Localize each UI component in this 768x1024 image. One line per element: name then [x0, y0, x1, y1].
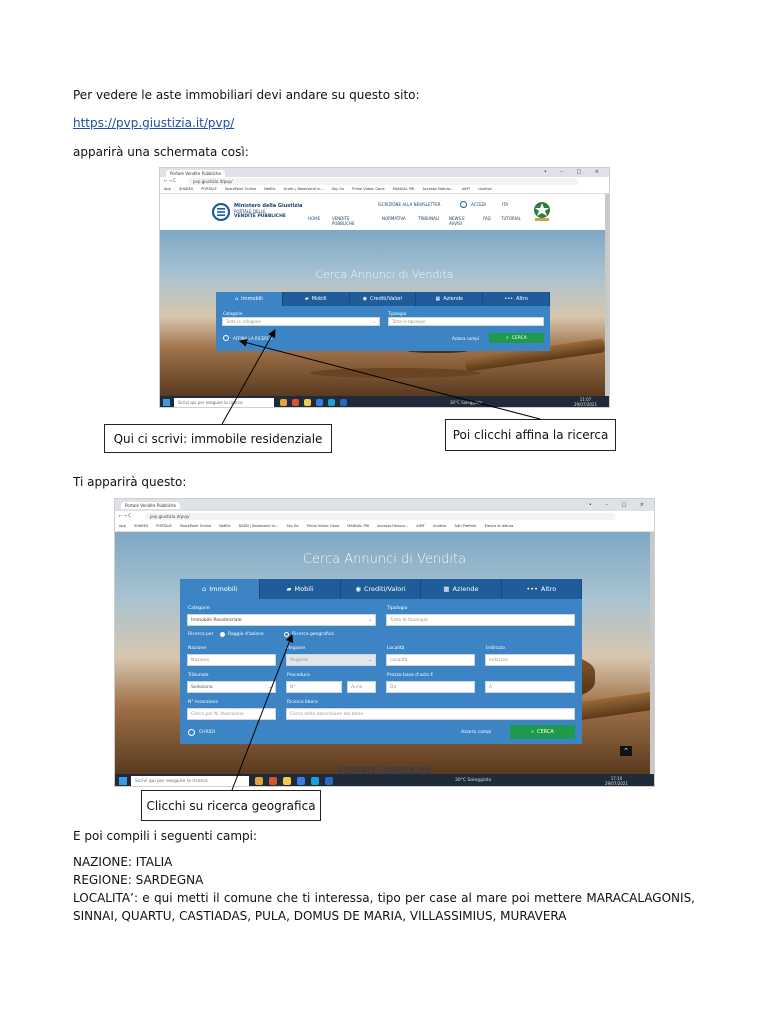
tab-crediti[interactable]: ◉ Crediti/Valori: [341, 579, 421, 599]
azzera-campi-button[interactable]: Azzera campi: [461, 730, 492, 735]
bookmark[interactable]: Sky Go: [286, 524, 299, 528]
regione-label: Regione: [287, 646, 306, 651]
bookmark[interactable]: SHARES: [178, 187, 194, 191]
dots-icon: •••: [504, 296, 514, 302]
categoria-select[interactable]: Immobile Residenziale ⌄: [187, 614, 376, 626]
tab-immobili[interactable]: ⌂ Immobili: [216, 292, 283, 306]
tipologia-label: Tipologia: [388, 311, 407, 316]
bookmark[interactable]: App: [119, 524, 126, 528]
car-icon: ▰: [286, 585, 292, 593]
chiudi-button[interactable]: CHIUDI: [199, 730, 215, 735]
bookmark[interactable]: Accesso Fattura...: [422, 187, 454, 191]
chevron-down-icon: ⌄: [268, 684, 272, 690]
fields-list: [73, 853, 695, 925]
tab-aziende[interactable]: ▦ Aziende: [421, 579, 501, 599]
cerca-button[interactable]: ⌕ CERCA: [510, 725, 575, 739]
ricerca-per-label: Ricerca per: [188, 632, 214, 637]
browser-tab[interactable]: Portale Vendite Pubbliche: [121, 502, 180, 509]
coin-icon: ◉: [355, 585, 361, 593]
tab-altro[interactable]: ••• Altro: [502, 579, 582, 599]
bookmark[interactable]: Accesso Fattura...: [377, 524, 409, 528]
house-icon: ⌂: [234, 296, 239, 302]
tribunale-select[interactable]: Seleziona ⌄: [187, 681, 276, 693]
categoria-label: Categorie: [223, 311, 243, 316]
intro-text: Per vedere le aste immobiliari devi andare su questo sito:: [73, 88, 420, 102]
tribunale-label: Tribunale: [188, 673, 209, 678]
categoria-select[interactable]: Tutte le categorie ⌄: [222, 317, 380, 326]
building-icon: ▦: [443, 585, 450, 593]
bookmark[interactable]: Prime Video: Gene: [352, 187, 385, 191]
geografica-label[interactable]: Ricerca geografica: [292, 632, 334, 637]
arrow-to-categoria: [222, 330, 275, 424]
url-field[interactable]: pvp.giustizia.it/pvp/: [188, 178, 578, 185]
dots-icon: •••: [526, 585, 538, 593]
bookmark[interactable]: AIMT: [416, 524, 425, 528]
bookmark[interactable]: MANUAL PRI: [392, 187, 415, 191]
taskbar-search[interactable]: Scrivi qui per eseguire la ricerca: [174, 398, 274, 407]
bookmark[interactable]: DAZN | Baloeventi in...: [238, 524, 279, 528]
site-portal: PORTALE DELLE: [234, 209, 266, 214]
building-icon: ▦: [435, 296, 441, 302]
tab-mobili[interactable]: ▰ Mobili: [260, 579, 340, 599]
callout-geografica: Clicchi su ricerca geografica: [141, 790, 321, 821]
tab-immobili[interactable]: ⌂ Immobili: [180, 579, 260, 599]
fill-text: E poi compili i seguenti campi:: [73, 829, 258, 843]
nazione-label: Nazione: [188, 646, 207, 651]
ricerca-libera-field[interactable]: Cerca nella descrizione del bene: [286, 708, 575, 720]
portal-link[interactable]: https://pvp.giustizia.it/pvp/: [73, 116, 235, 130]
bookmark[interactable]: SHARES: [133, 524, 149, 528]
bookmark[interactable]: Grafic | Baloeventi in...: [283, 187, 324, 191]
arrow-to-geografica: [232, 635, 292, 790]
below-hero-title: VENDITE PUBBLICHE: [338, 766, 431, 774]
azzera-campi-button[interactable]: Azzera campi: [452, 336, 479, 341]
car-icon: ▰: [304, 296, 309, 302]
nav-arrows-icon[interactable]: ← → C: [164, 178, 177, 183]
localita-field[interactable]: Località: [386, 654, 475, 666]
scroll-top-icon[interactable]: ⌃: [620, 746, 632, 756]
callout-affina: Poi clicchi affina la ricerca: [445, 419, 616, 451]
bookmark[interactable]: PORTALE: [156, 524, 172, 528]
chevron-down-icon: ⌄: [368, 657, 372, 663]
nazione-field[interactable]: Nazione: [187, 654, 276, 666]
arrow-to-affina: [240, 341, 540, 419]
newsletter-link[interactable]: ISCRIZIONE ALLA NEWSLETTER: [378, 202, 441, 207]
bookmark[interactable]: ntuitive: [478, 187, 492, 191]
lang-select[interactable]: ITA: [502, 202, 509, 207]
taskbar-search[interactable]: Scrivi qui per eseguire la ricerca: [131, 776, 249, 786]
prezzo-a[interactable]: A: [485, 681, 575, 693]
chevron-down-icon: ⌄: [372, 319, 376, 324]
weather-widget[interactable]: 30°C Soleggiato: [455, 778, 492, 783]
bookmark[interactable]: Altri Preferiti: [454, 524, 477, 528]
tipologia-label: Tipologia: [387, 606, 408, 611]
nav-tribunali[interactable]: TRIBUNALI: [418, 216, 440, 221]
prezzo-da[interactable]: Da: [386, 681, 475, 693]
nav-tutorial[interactable]: TUTORIAL: [501, 216, 521, 221]
tipologia-select[interactable]: Tutte le tipologie: [386, 614, 575, 626]
bookmark[interactable]: App: [164, 187, 171, 191]
callout-categoria: Qui ci scrivi: immobile residenziale: [104, 424, 332, 453]
bookmark[interactable]: ntuitive: [432, 524, 447, 528]
window-controls[interactable]: • – □ ×: [543, 169, 605, 175]
bookmark[interactable]: SharePoint Online: [224, 187, 257, 191]
bookmark[interactable]: Sky Go: [331, 187, 345, 191]
bookmark[interactable]: Prime Video: Gene: [306, 524, 340, 528]
raggio-label: Raggio d'azione: [228, 632, 264, 637]
site-ministry: Ministero della Giustizia: [234, 203, 303, 209]
categoria-label: Categorie: [188, 606, 210, 611]
bookmark[interactable]: Netflix: [219, 524, 231, 528]
localita-line: LOCALITA’: e qui metti il comune che ti interessa, tipo per case al mare poi mettere MARACALAGONIS, SINNAI, QUARTU, CASTIADAS, PULA, DOMUS DE MARIA, VILLASSIMIUS, MURAVERA: [73, 891, 695, 923]
prezzo-label: Prezzo base d'asta €: [387, 673, 434, 678]
tab-crediti[interactable]: ◉ Crediti/Valori: [350, 292, 417, 306]
nav-arrows-icon[interactable]: ← → C: [119, 513, 132, 518]
bookmark[interactable]: PORTALE: [201, 187, 217, 191]
bookmark[interactable]: MANUAL PRI: [347, 524, 370, 528]
procedura-label: Procedura: [287, 673, 310, 678]
ricerca-libera-label: Ricerca libera: [287, 700, 318, 705]
search-icon: ⌕: [531, 729, 534, 735]
house-icon: ⌂: [202, 585, 207, 593]
regione-line: REGIONE: SARDEGNA: [73, 873, 204, 887]
nav-normativa[interactable]: NORMATIVA: [382, 216, 406, 221]
procedura-numero[interactable]: N°: [286, 681, 342, 693]
site-name: VENDITE PUBBLICHE: [234, 214, 286, 219]
nav-vendite[interactable]: VENDITE PUBBLICHE: [332, 216, 355, 226]
browser-tab[interactable]: Portale Vendite Pubbliche: [166, 170, 225, 177]
search-icon: ⌕: [506, 336, 509, 341]
nav-news[interactable]: NEWS E AVVISI: [449, 216, 465, 226]
hero-title: Cerca Annunci di Vendita: [302, 552, 467, 567]
indirizzo-label: Indirizzo: [486, 646, 505, 651]
nazione-line: NAZIONE: ITALIA: [73, 855, 173, 869]
screen-intro-text: apparirà una schermata così:: [73, 145, 249, 159]
localita-label: Località: [387, 646, 405, 651]
nav-faq[interactable]: FAQ: [483, 216, 491, 221]
tipologia-select[interactable]: Tutte le tipologie: [388, 317, 544, 326]
inserzione-label: N° Inserzione: [188, 700, 219, 705]
coin-icon: ◉: [362, 296, 368, 302]
nav-home[interactable]: HOME: [308, 216, 321, 221]
inserzione-field[interactable]: Cerca per N. Inserzione: [187, 708, 276, 720]
bookmark[interactable]: SharePoint Online: [179, 524, 212, 528]
hero-title: Cerca Annunci di Vendita: [315, 268, 454, 281]
chevron-down-icon: ⌄: [368, 617, 372, 623]
bookmark[interactable]: Netflix: [264, 187, 276, 191]
tab-mobili[interactable]: ▰ Mobili: [283, 292, 350, 306]
tab-altro[interactable]: ••• Altro: [483, 292, 550, 306]
accedi-link[interactable]: ACCEDI: [471, 202, 487, 207]
taskbar-clock[interactable]: 17:10 29/07/2021: [604, 776, 628, 786]
taskbar-clock[interactable]: 11:07 29/07/2021: [573, 397, 597, 407]
procedura-anno[interactable]: Anno: [347, 681, 376, 693]
cerca-button[interactable]: ⌕ CERCA: [489, 333, 544, 343]
url-field[interactable]: pvp.giustizia.it/pvp/: [145, 513, 615, 520]
weather-widget[interactable]: 30°C Soleggiato: [450, 400, 483, 405]
affina-ricerca-button[interactable]: AFFINA LA RICERCA: [233, 336, 273, 341]
bookmark[interactable]: AIMT: [461, 187, 471, 191]
indirizzo-field[interactable]: Indirizzo: [485, 654, 575, 666]
bookmark[interactable]: Elenco di lettura: [484, 524, 514, 528]
tab-aziende[interactable]: ▦ Aziende: [416, 292, 483, 306]
then-text: Ti apparirà questo:: [73, 475, 187, 489]
regione-field[interactable]: Regione ⌄: [286, 654, 376, 666]
window-controls[interactable]: • – □ ×: [588, 502, 650, 508]
